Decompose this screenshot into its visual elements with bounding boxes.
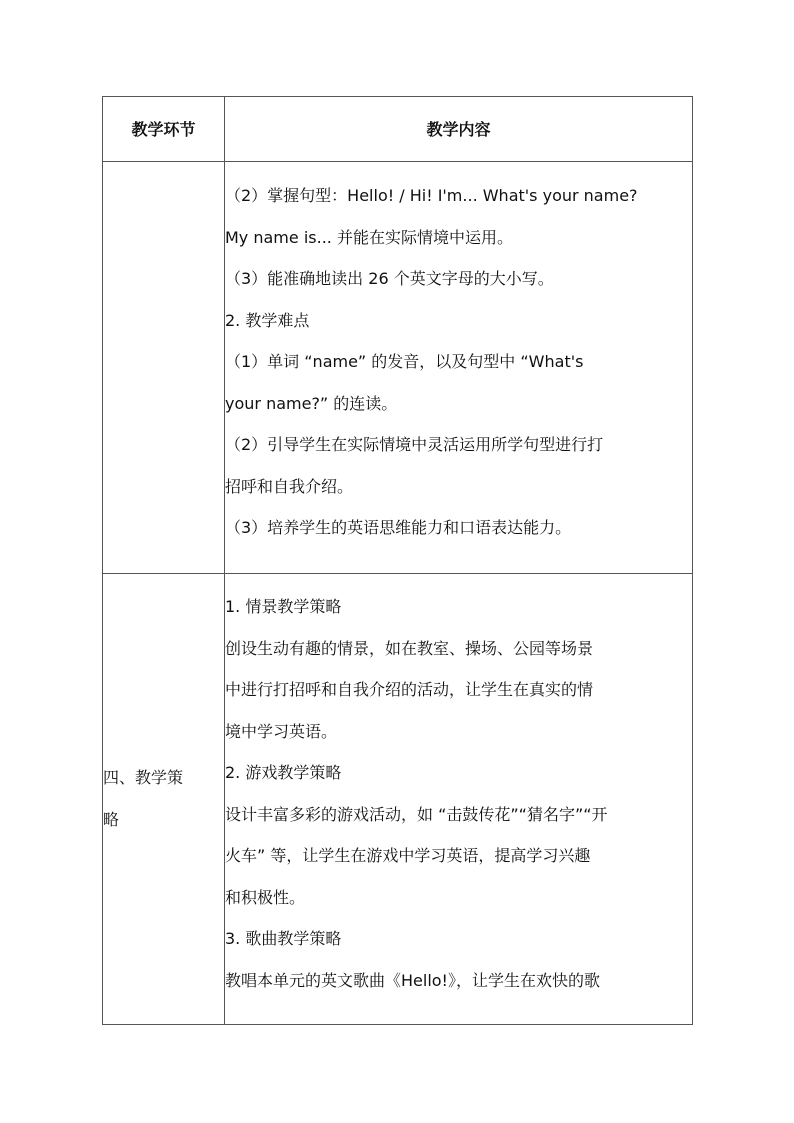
content-line: 中进行打招呼和自我介绍的活动，让学生在真实的情 [225,680,594,699]
content-line: （3）培养学生的英语思维能力和口语表达能力。 [225,518,572,537]
content-line: 招呼和自我介绍。 [225,476,354,496]
header-content-label: 教学内容 [426,119,491,139]
content-line: 2. 教学难点 [225,310,310,330]
stage-cell-strategies [103,574,225,1025]
content-cell-objectives [225,162,693,574]
content-line: your name?” 的连读。 [225,393,398,413]
table-row [103,162,693,574]
content-line: 2. 游戏教学策略 [225,763,342,782]
stage-cell-empty [103,162,225,574]
stage-label-line: 略 [103,810,120,829]
content-line: （2）引导学生在实际情境中灵活运用所学句型进行打 [225,435,604,454]
header-stage-label: 教学环节 [131,119,196,139]
content-line: 1. 情景教学策略 [225,597,342,616]
content-line: 教唱本单元的英文歌曲《Hello!》，让学生在欢快的歌 [225,970,600,990]
content-line: 3. 歌曲教学策略 [225,929,342,948]
content-line: （1）单词 “name” 的发音，以及句型中 “What's [225,352,584,371]
content-line: 境中学习英语。 [225,721,338,741]
table-header-row [103,97,693,162]
content-cell-strategies [225,574,693,1025]
content-line: （2）掌握句型：Hello! / Hi! I'm... What's your name? [225,186,638,205]
content-line: 设计丰富多彩的游戏活动，如 “击鼓传花”“猜名字”“开 [225,804,608,824]
content-line: 火车” 等，让学生在游戏中学习英语，提高学习兴趣 [225,846,591,865]
table-row [103,574,693,1025]
content-line: My name is... 并能在实际情境中运用。 [225,227,513,247]
content-line: 创设生动有趣的情景，如在教室、操场、公园等场景 [225,638,594,658]
content-line: （3）能准确地读出 26 个英文字母的大小写。 [225,269,554,288]
content-line: 和积极性。 [225,887,306,907]
lesson-plan-table [102,96,693,1025]
header-content-cell [225,97,693,162]
stage-label-line: 四、教学策 [103,768,184,787]
header-stage-cell [103,97,225,162]
